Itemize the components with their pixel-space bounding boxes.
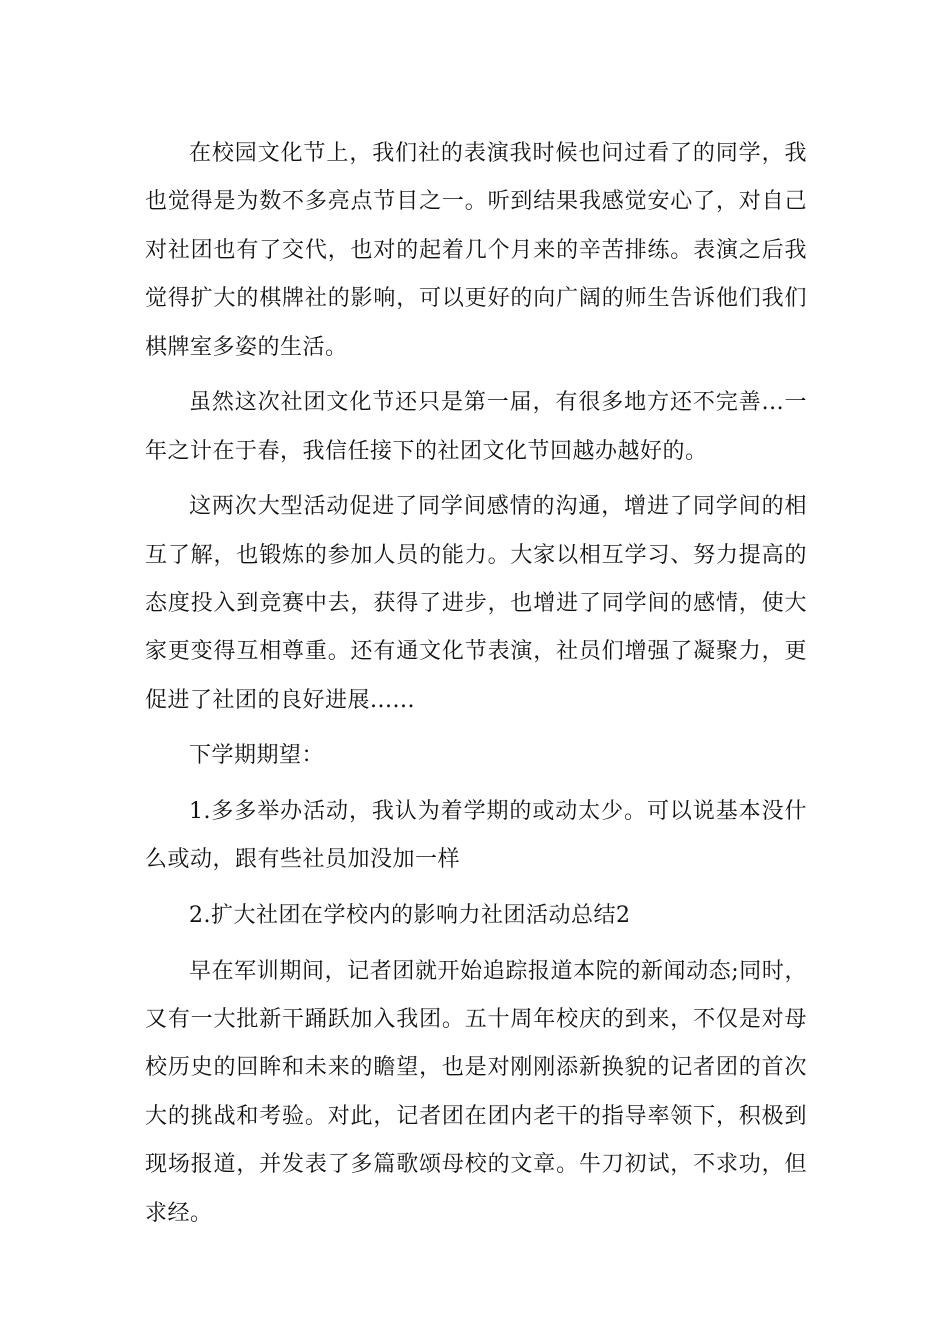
paragraph-next-term-heading: 下学期期望： [189, 743, 325, 769]
paragraph-reporter-team: 早在军训期间，记者团就开始追踪报道本院的新闻动态;同时，又有一大批新干踊跃加入我团。五十周年校庆的到来，不仅是对母校历史的回眸和未来的瞻望，也是对刚刚添新换貌的记者团的首次大的挑战和考验。对此，记者团在团内老干的指导率领下，积极到现场报道，并发表了多篇歌颂母校的文章。牛刀初试，不求功，但求经。 [145, 958, 807, 1226]
paragraph-hope-item-2: 2.扩大社团在学校内的影响力社团活动总结2 [189, 903, 631, 929]
paragraph-culture-festival: 在校园文化节上，我们社的表演我时候也问过看了的同学，我也觉得是为数不多亮点节目之一。听到结果我感觉安心了，对自己对社团也有了交代，也对的起着几个月来的辛苦排练。表演之后我觉得扩大的棋牌社的影响，可以更好的向广阔的师生告诉他们我们棋牌室多姿的生活。 [145, 141, 807, 360]
document-body [145, 130, 807, 1245]
paragraph-hope-item-1: 1.多多举办活动，我认为着学期的或动太少。可以说基本没什么或动，跟有些社员加没加一样 [145, 799, 807, 873]
paragraph-activities-effect: 这两次大型活动促进了同学间感情的沟通，增进了同学间的相互了解，也锻炼的参加人员的能力。大家以相互学习、努力提高的态度投入到竞赛中去，获得了进步，也增进了同学间的感情，使大家更变得互相尊重。还有通文化节表演，社员们增强了凝聚力，更促进了社团的良好进展...... [145, 494, 807, 713]
paragraph-first-festival: 虽然这次社团文化节还只是第一届，有很多地方还不完善...一年之计在于春，我信任接下的社团文化节回越办越好的。 [145, 390, 807, 464]
